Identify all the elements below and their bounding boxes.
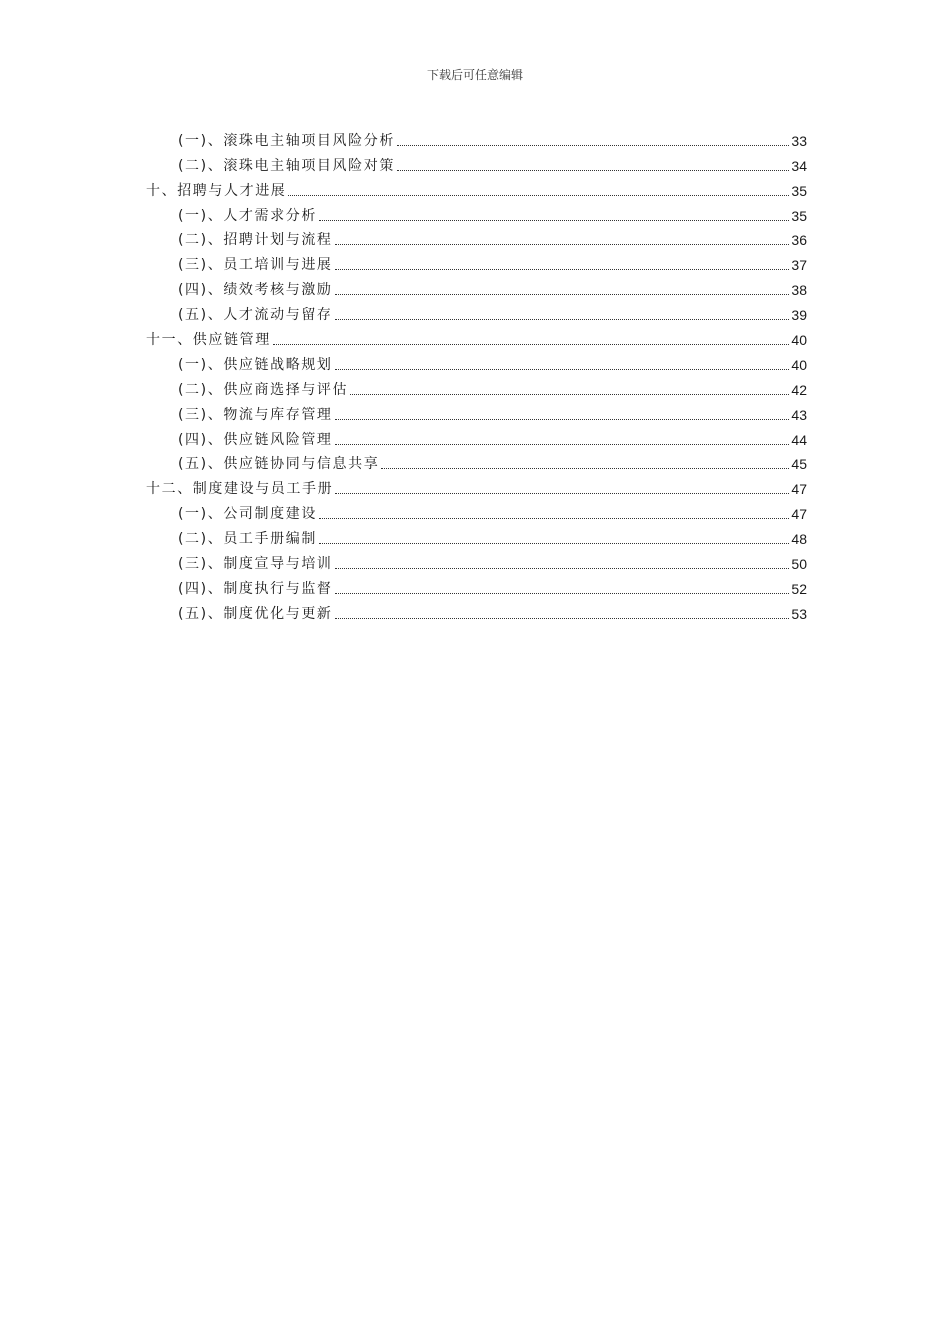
toc-dot-leader (335, 319, 790, 320)
toc-section-entry[interactable] (146, 424, 807, 449)
toc-entry-title: (三)、制度宣导与培训 (178, 556, 333, 573)
toc-page-number: 47 (791, 481, 807, 498)
toc-dot-leader (335, 244, 790, 245)
toc-dot-leader (397, 170, 789, 171)
toc-dot-leader (319, 220, 789, 221)
toc-entry-title: (二)、供应商选择与评估 (178, 381, 349, 398)
toc-dot-leader (335, 294, 790, 295)
toc-entry-title: (一)、公司制度建设 (178, 506, 317, 523)
toc-entry-title: 十二、制度建设与员工手册 (146, 481, 334, 498)
toc-chapter-entry[interactable] (146, 175, 807, 200)
toc-section-entry[interactable] (146, 449, 807, 474)
toc-dot-leader (273, 344, 790, 345)
toc-chapter-entry[interactable] (146, 473, 807, 498)
toc-page-number: 38 (791, 282, 807, 299)
toc-page-number: 53 (791, 605, 807, 622)
toc-dot-leader (335, 593, 790, 594)
toc-section-entry[interactable] (146, 150, 807, 175)
toc-entry-title: (四)、绩效考核与激励 (178, 282, 333, 299)
toc-entry-title: (一)、滚珠电主轴项目风险分析 (178, 132, 395, 149)
toc-page-number: 52 (791, 580, 807, 597)
toc-page-number: 48 (791, 531, 807, 548)
toc-page-number: 44 (791, 431, 807, 448)
toc-dot-leader (381, 468, 789, 469)
toc-entry-title: (四)、制度执行与监督 (178, 580, 333, 597)
toc-section-entry[interactable] (146, 573, 807, 598)
toc-page-number: 34 (791, 157, 807, 174)
toc-section-entry[interactable] (146, 374, 807, 399)
page-header: 下载后可任意编辑 (426, 68, 523, 82)
toc-dot-leader (335, 618, 790, 619)
toc-entry-title: (二)、滚珠电主轴项目风险对策 (178, 157, 395, 174)
toc-page-number: 33 (791, 132, 807, 149)
toc-dot-leader (319, 543, 789, 544)
toc-dot-leader (397, 145, 789, 146)
toc-entry-title: (二)、员工手册编制 (178, 531, 317, 548)
toc-section-entry[interactable] (146, 249, 807, 274)
toc-dot-leader (288, 195, 789, 196)
toc-entry-title: (四)、供应链风险管理 (178, 431, 333, 448)
toc-entry-title: (五)、制度优化与更新 (178, 605, 333, 622)
toc-dot-leader (335, 444, 790, 445)
toc-chapter-entry[interactable] (146, 324, 807, 349)
toc-dot-leader (335, 568, 790, 569)
toc-entry-title: (三)、物流与库存管理 (178, 406, 333, 423)
toc-page-number: 50 (791, 556, 807, 573)
toc-section-entry[interactable] (146, 225, 807, 250)
toc-section-entry[interactable] (146, 349, 807, 374)
toc-section-entry[interactable] (146, 125, 807, 150)
toc-dot-leader (350, 394, 789, 395)
toc-entry-title: (三)、员工培训与进展 (178, 257, 333, 274)
toc-dot-leader (335, 419, 790, 420)
toc-entry-title: (二)、招聘计划与流程 (178, 232, 333, 249)
toc-page-number: 37 (791, 257, 807, 274)
toc-page-number: 47 (791, 506, 807, 523)
table-of-contents (146, 125, 807, 623)
toc-page-number: 35 (791, 207, 807, 224)
toc-entry-title: (五)、供应链协同与信息共享 (178, 456, 380, 473)
toc-dot-leader (335, 493, 789, 494)
toc-section-entry[interactable] (146, 200, 807, 225)
toc-section-entry[interactable] (146, 523, 807, 548)
toc-section-entry[interactable] (146, 498, 807, 523)
toc-entry-title: (一)、供应链战略规划 (178, 356, 333, 373)
toc-section-entry[interactable] (146, 548, 807, 573)
toc-entry-title: (一)、人才需求分析 (178, 207, 317, 224)
toc-dot-leader (335, 269, 790, 270)
toc-page-number: 35 (791, 182, 807, 199)
toc-page-number: 43 (791, 406, 807, 423)
toc-page-number: 45 (791, 456, 807, 473)
toc-page-number: 40 (791, 356, 807, 373)
toc-page-number: 40 (791, 332, 807, 349)
toc-dot-leader (319, 518, 789, 519)
toc-page-number: 42 (791, 381, 807, 398)
toc-section-entry[interactable] (146, 299, 807, 324)
toc-entry-title: (五)、人才流动与留存 (178, 307, 333, 324)
toc-section-entry[interactable] (146, 274, 807, 299)
toc-dot-leader (335, 369, 790, 370)
toc-section-entry[interactable] (146, 399, 807, 424)
toc-page-number: 36 (791, 232, 807, 249)
toc-section-entry[interactable] (146, 598, 807, 623)
toc-entry-title: 十、招聘与人才进展 (146, 182, 287, 199)
toc-entry-title: 十一、供应链管理 (146, 332, 271, 349)
toc-page-number: 39 (791, 307, 807, 324)
